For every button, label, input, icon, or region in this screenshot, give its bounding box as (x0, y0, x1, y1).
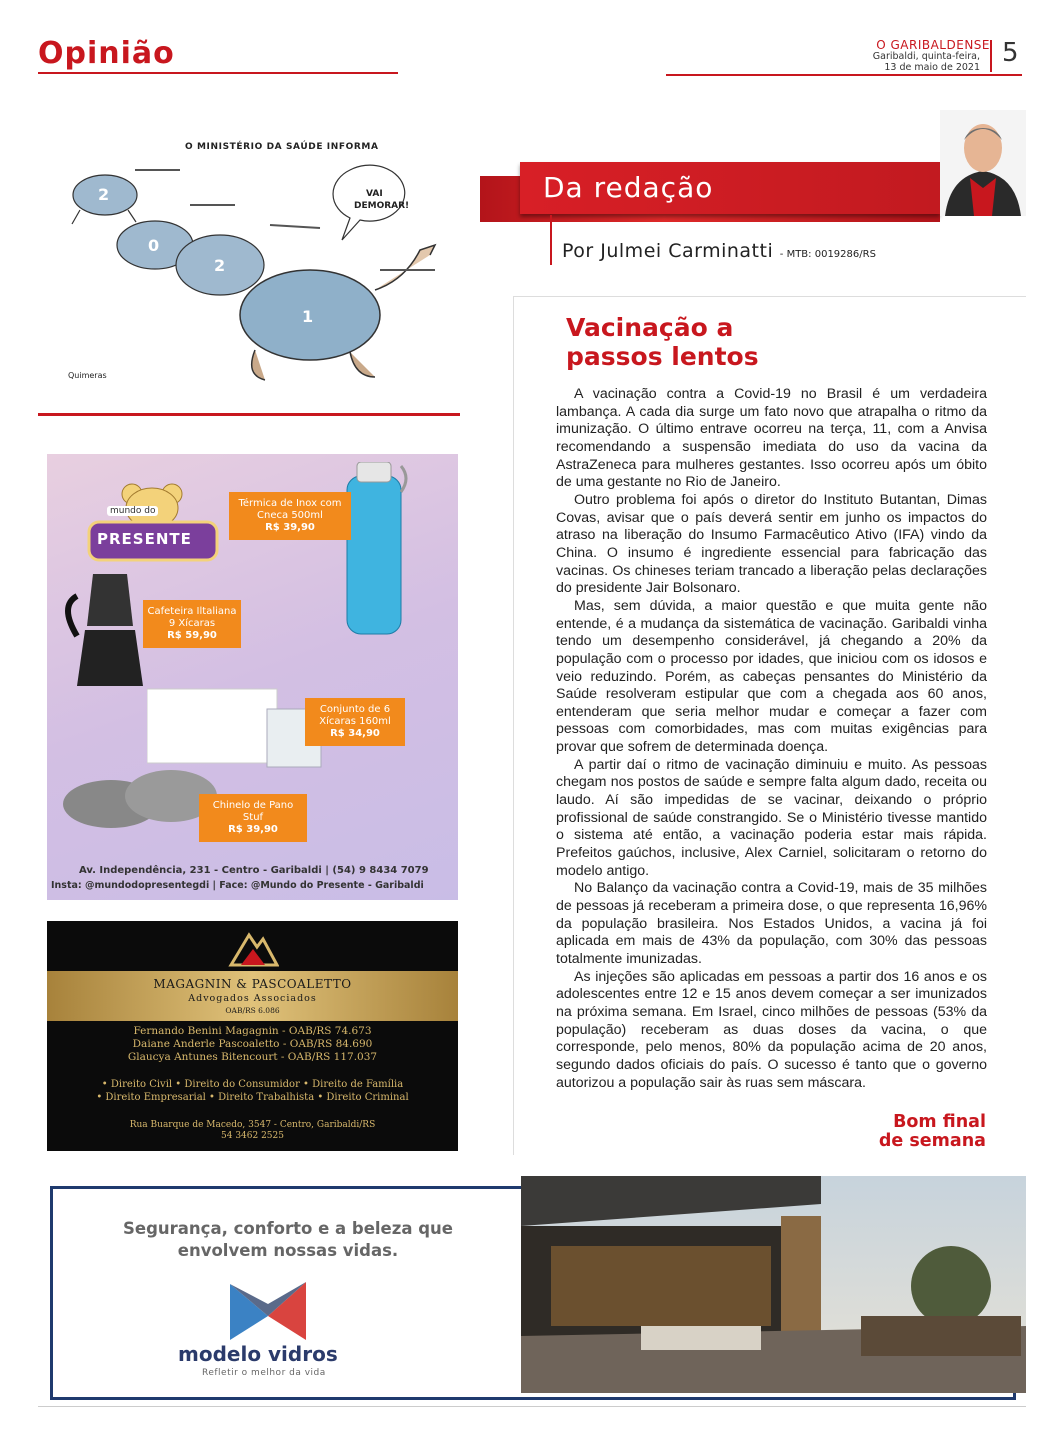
signoff-line2: de semana (878, 1131, 986, 1151)
cartoon-illustration (50, 130, 460, 390)
article-body (556, 386, 987, 1092)
cartoon-caption: O MINISTÉRIO DA SAÚDE INFORMA (185, 142, 379, 152)
lawyer-name: Glaucya Antunes Bitencourt - OAB/RS 117.037 (127, 1051, 378, 1063)
edition-date-line1: Garibaldi, quinta-feira, (872, 51, 980, 62)
vidros-slogan (78, 1218, 498, 1262)
product-name: Térmica de Inox com Cneca 500ml (238, 498, 342, 521)
product-name: Cafeteira Iltaliana 9 Xícaras (147, 606, 237, 629)
slippers-icon (61, 760, 221, 840)
headline-line1: Vacinação a (566, 313, 734, 342)
author-photo (940, 110, 1026, 216)
vidros-slogan-line2: envolvem nossas vidas. (177, 1241, 399, 1260)
article-headline (566, 313, 946, 371)
law-firm-name: MAGAGNIN & PASCOALETTO (153, 977, 352, 991)
author-name: Por Julmei Carminatti (562, 240, 774, 262)
ad-magagnin-pascoaletto[interactable] (47, 921, 458, 1151)
svg-text:2: 2 (98, 185, 110, 204)
practice-areas-line1: • Direito Civil • Direito do Consumidor • Direito de Família (101, 1079, 404, 1090)
byline (562, 240, 876, 262)
law-phone: 54 3462 2525 (221, 1131, 284, 1141)
law-contact (47, 1120, 458, 1142)
price-tag (229, 492, 351, 540)
header-divider-right (666, 74, 1022, 76)
lawyer-name: Daiane Anderle Pascoaletto - OAB/RS 84.690 (132, 1038, 373, 1050)
ad-mundo-do-presente[interactable] (47, 454, 458, 900)
thermos-icon (339, 462, 409, 638)
presente-logo-top: mundo do (107, 506, 158, 516)
article-paragraph: As injeções são aplicadas em pessoas a partir dos 16 anos e os adolescentes entre 12 e 15 anos devem começar a ser imunizados na próxima semana. Em Israel, cinco milhões de pessoas (53% da população) receberam as duas doses da vacina, o que corresponde, pelo menos, 80% da população acima de 20 anos, segundo dados oficiais do país. O sucesso é tanto que o governo autorizou a população sair às ruas sem máscara. (556, 968, 987, 1091)
practice-areas (47, 1078, 458, 1104)
article-paragraph: Mas, sem dúvida, a maior questão e que muita gente não entende, é a mudança da sistemática de vacinação. Garibaldi vinha tendo um desempenho considerável, já chegando a 20% da população com o processo por idades, que iniciou com os idosos e veio reduzindo. Porém, as cabeças pensantes do Ministério da Saúde resolveram estipular que com a chegada aos 60 anos, entenderam que seria melhor mudar e começar a fazer com pessoas com comorbidades, mas com muitas exigências para provar que sofrem de determinada doença. (556, 597, 987, 756)
presente-address: Av. Independência, 231 - Centro - Garibaldi | (54) 9 8434 7079 (79, 865, 429, 876)
cartoon-speech-text: VAI (366, 189, 383, 199)
vidros-brand: modelo vidros (178, 1342, 338, 1366)
vidros-tagline: Refletir o melhor da vida (202, 1368, 326, 1378)
newspaper-name: O GARIBALDENSE (876, 38, 990, 52)
article-paragraph: A vacinação contra a Covid-19 no Brasil é um verdadeira lambança. A cada dia surge um fato novo que atrapalha o ritmo da imunização. O último entrave ocorreu na terça, 11, com a Anvisa recomendando a suspensão imediata do uso da vacina da AstraZeneca para mulheres gestantes. Isso ocorreu após um óbito de uma gestante no Rio de Janeiro. (556, 386, 987, 491)
article-signoff (780, 1113, 986, 1151)
product-price: R$ 39,90 (265, 522, 315, 533)
practice-areas-line2: • Direito Empresarial • Direito Trabalhista • Direito Criminal (96, 1092, 409, 1103)
lawyer-name: Fernando Benini Magagnin - OAB/RS 74.673 (133, 1025, 372, 1037)
lawyer-list (47, 1025, 458, 1064)
signoff-line1: Bom final (893, 1112, 986, 1132)
tortoise-large-icon (240, 245, 435, 380)
svg-text:2: 2 (214, 256, 226, 275)
article-paragraph: A partir daí o ritmo de vacinação diminuiu e muito. As pessoas chegam nos postos de saúde e sempre falta algum dado, receita ou laudo. Aí são impedidas de se vacinar, deixando o próprio profissional de saúde constrangido. Se o Ministério tivesse mantido o sistema até então, a vacinação poderia estar mais rápida. Prefeitos gaúchos, inclusive, Alex Carniel, solicitaram o retorno do modelo antigo. (556, 756, 987, 879)
teddy-bear-logo-icon (77, 476, 227, 566)
vidros-slogan-line1: Segurança, conforto e a beleza que (123, 1219, 453, 1238)
presente-social: Insta: @mundodopresentegdi | Face: @Mundo do Presente - Garibaldi (51, 880, 424, 891)
presente-contact (79, 864, 429, 878)
article-paragraph: Outro problema foi após o diretor do Instituto Butantan, Dimas Covas, avisar que o país deverá sentir em junho os impactos do atraso na liberação do Insumo Farmacêutico Ativo (IFA) vindo da China. O insumo é ingrediente essencial para fabricação das vacinas. Os chineses teriam trancado a liberação pelas declarações do presidente Jair Bolsonaro. (556, 491, 987, 597)
house-photo (521, 1176, 1026, 1393)
section-title: Opinião (38, 36, 175, 71)
modelo-vidros-logo-icon (226, 1276, 310, 1342)
author-registration: - MTB: 0019286/RS (779, 249, 876, 260)
edition-date-line2: 13 de maio de 2021 (884, 62, 980, 73)
product-name: Conjunto de 6 Xícaras 160ml (319, 704, 391, 727)
law-firm-oab: OAB/RS 6.086 (225, 1006, 280, 1015)
byline-rule (550, 215, 552, 265)
svg-text:0: 0 (148, 236, 160, 255)
svg-text:DEMORAR!: DEMORAR! (354, 201, 410, 211)
presente-logo-bottom: PRESENTE (97, 530, 192, 548)
product-price: R$ 59,90 (167, 630, 217, 641)
page-bottom-rule (38, 1406, 1026, 1407)
price-tag (143, 600, 241, 648)
section-divider (38, 72, 398, 74)
price-tag (199, 794, 307, 842)
page-number: 5 (1002, 38, 1019, 68)
product-price: R$ 39,90 (228, 824, 278, 835)
article-paragraph: No Balanço da vacinação contra a Covid-19, mais de 35 milhões de pessoas já receberam a primeira dose, o que representa 16,96% da população brasileira. Nos Estados Unidos, a vacina já foi aplicada em mais de 43% da população, com 30% das pessoas totalmente imunizadas. (556, 880, 987, 967)
mountain-logo-icon (227, 925, 279, 969)
cup-set-icon (147, 679, 327, 771)
headline-line2: passos lentos (566, 342, 759, 371)
cartoon-divider (38, 413, 460, 416)
column-title: Da redação (543, 171, 714, 204)
cartoon-signature: Quimeras (68, 371, 107, 380)
product-price: R$ 34,90 (330, 728, 380, 739)
ad-modelo-vidros[interactable] (38, 1176, 1026, 1406)
price-tag (305, 698, 405, 746)
product-name: Chinelo de Pano Stuf (212, 800, 294, 823)
law-address: Rua Buarque de Macedo, 3547 - Centro, Garibaldi/RS (129, 1120, 376, 1130)
law-firm-subtitle: Advogados Associados (188, 993, 317, 1004)
page-number-separator (990, 40, 992, 72)
edition-date (840, 51, 980, 73)
svg-text:1: 1 (302, 307, 314, 326)
